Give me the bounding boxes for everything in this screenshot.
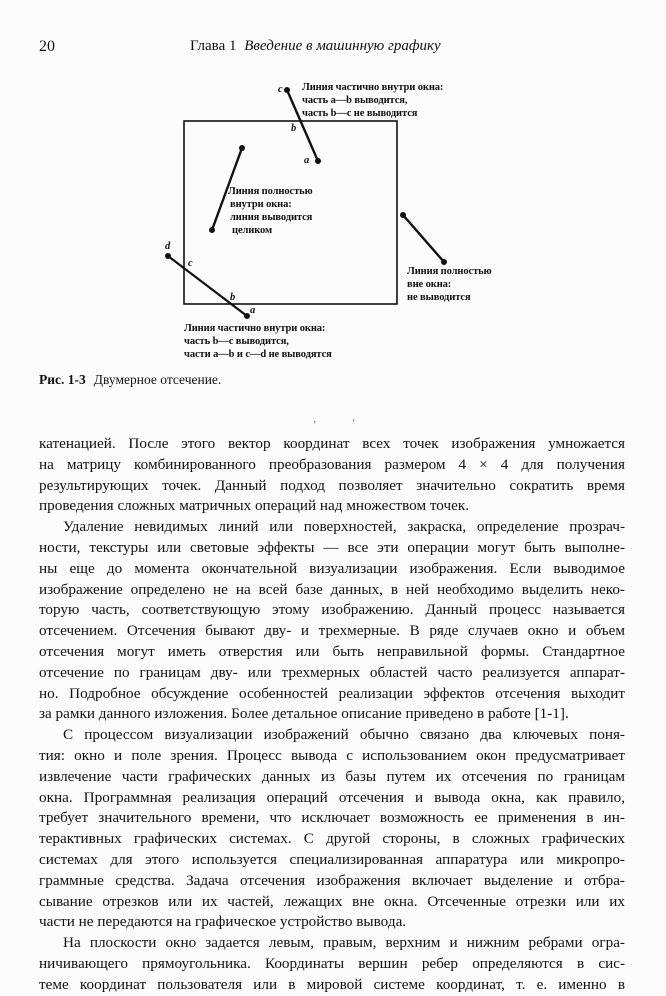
partial-line-bottom [165,253,250,319]
text-line: С процессом визуализации изображений обычно связано два ключевых поня- [63,726,625,744]
text-line: терактивных графических системах. С другой стороны, в сложных графических [39,830,625,848]
text-line: сывание отрезков или их частей, лежащих вне окна. Отсеченные отрезки или их [39,892,625,910]
text-line: за рамки данного изложения. Более детальное описание приведено в работе [1-1]. [39,705,569,723]
point-label-c-top: c [278,84,283,95]
text-line: отсечением. Отсечения бывают дву- и трехмерные. В ряде случаев окно и объем [39,622,625,640]
scan-artifact: ʻ [352,418,356,429]
text-line: извлечение части графических данных из базы путем их отсечения по границам [39,767,625,785]
chapter-label: Глава 1 [190,38,237,54]
text-line: но. Подробное обсуждение особенностей реализации эффектов отсечения выходит [39,684,625,702]
figure-caption-text: Двумерное отсечение. [93,372,222,387]
text-line: отсечение по границам дву- или трехмерных областей часто реализуется аппарат- [39,663,625,681]
body-text [39,434,625,996]
text-line: На плоскости окно задается левым, правым, верхним и нижним ребрами огра- [63,934,625,952]
text-line: на матрицу комбинированного преобразования размером 4 × 4 для получения [39,455,625,473]
outside-line-description: Линия полностью вне окна: не выводится [407,266,492,303]
text-line: торую часть, соответствующую этому изображению. Данный процесс называется [39,601,625,619]
text-line: окна. Программная реализация операций отсечения и вывода окна, как правило, [39,788,625,806]
point-label-d-bottom: d [165,241,171,252]
bottom-line-description: Линия частично внутри окна: часть b—c выводится, части a—b и c—d не выводятся [184,323,332,360]
scan-artifact: ʼ [313,420,317,431]
text-line: тия: окно и поле зрения. Процесс вывода с использованием окон предусматривает [39,746,625,764]
point-label-c-bottom: c [188,258,193,269]
outside-line [400,212,447,265]
text-line: ничивающего прямоугольника. Координаты вершин ребер определяются в сис- [39,954,625,972]
text-line: результирующих точек. Данный подход позволяет значительно сократить время [39,476,625,494]
point-label-a-bottom: a [250,305,256,316]
text-line: Удаление невидимых линий или поверхностей, закраска, определение прозрач- [63,518,625,536]
text-line: системах для этого используется специализированная аппаратура или микропро- [39,850,625,868]
clipping-figure [0,0,666,370]
text-line: изображение определено не на всей базе данных, в ней необходимо выделить неко- [39,580,625,598]
text-line: требует значительного времени, что исключает возможность ее применения в ин- [39,809,625,827]
text-line: граммные средства. Задача отсечения изображения включает выделение и отбра- [39,871,625,889]
figure-caption [39,372,221,388]
point-label-b-top: b [291,123,297,134]
text-line: ны еще до момента окончательной визуализации изображения. Если выводимое [39,559,625,577]
top-line-description: Линия частично внутри окна: часть a—b выводится, часть b—c не выводится [302,82,444,119]
figure-caption-number: Рис. 1-3 [39,372,86,387]
chapter-title: Введение в машинную графику [244,38,441,54]
inside-line-description: Линия полностью внутри окна: линия выводится целиком [228,186,313,236]
text-line: катенацией. После этого вектор координат всех точек изображения умножается [39,435,625,452]
page-number: 20 [39,38,55,55]
text-line: части не передаются на графическое устройство вывода. [39,913,407,931]
text-line: теме координат пользователя или в мировой системе координат, т. е. именно в [39,975,625,993]
text-line: ности, текстуры или световые эффекты — все эти операции могут быть выполне- [39,538,625,556]
text-line: проведения сложных матричных операций над множеством точек. [39,497,470,515]
text-line: отсечения могут иметь отверстия или быть неправильной формы. Стандартное [39,642,625,660]
point-label-a-top: a [304,155,310,166]
point-label-b-bottom: b [230,292,236,303]
